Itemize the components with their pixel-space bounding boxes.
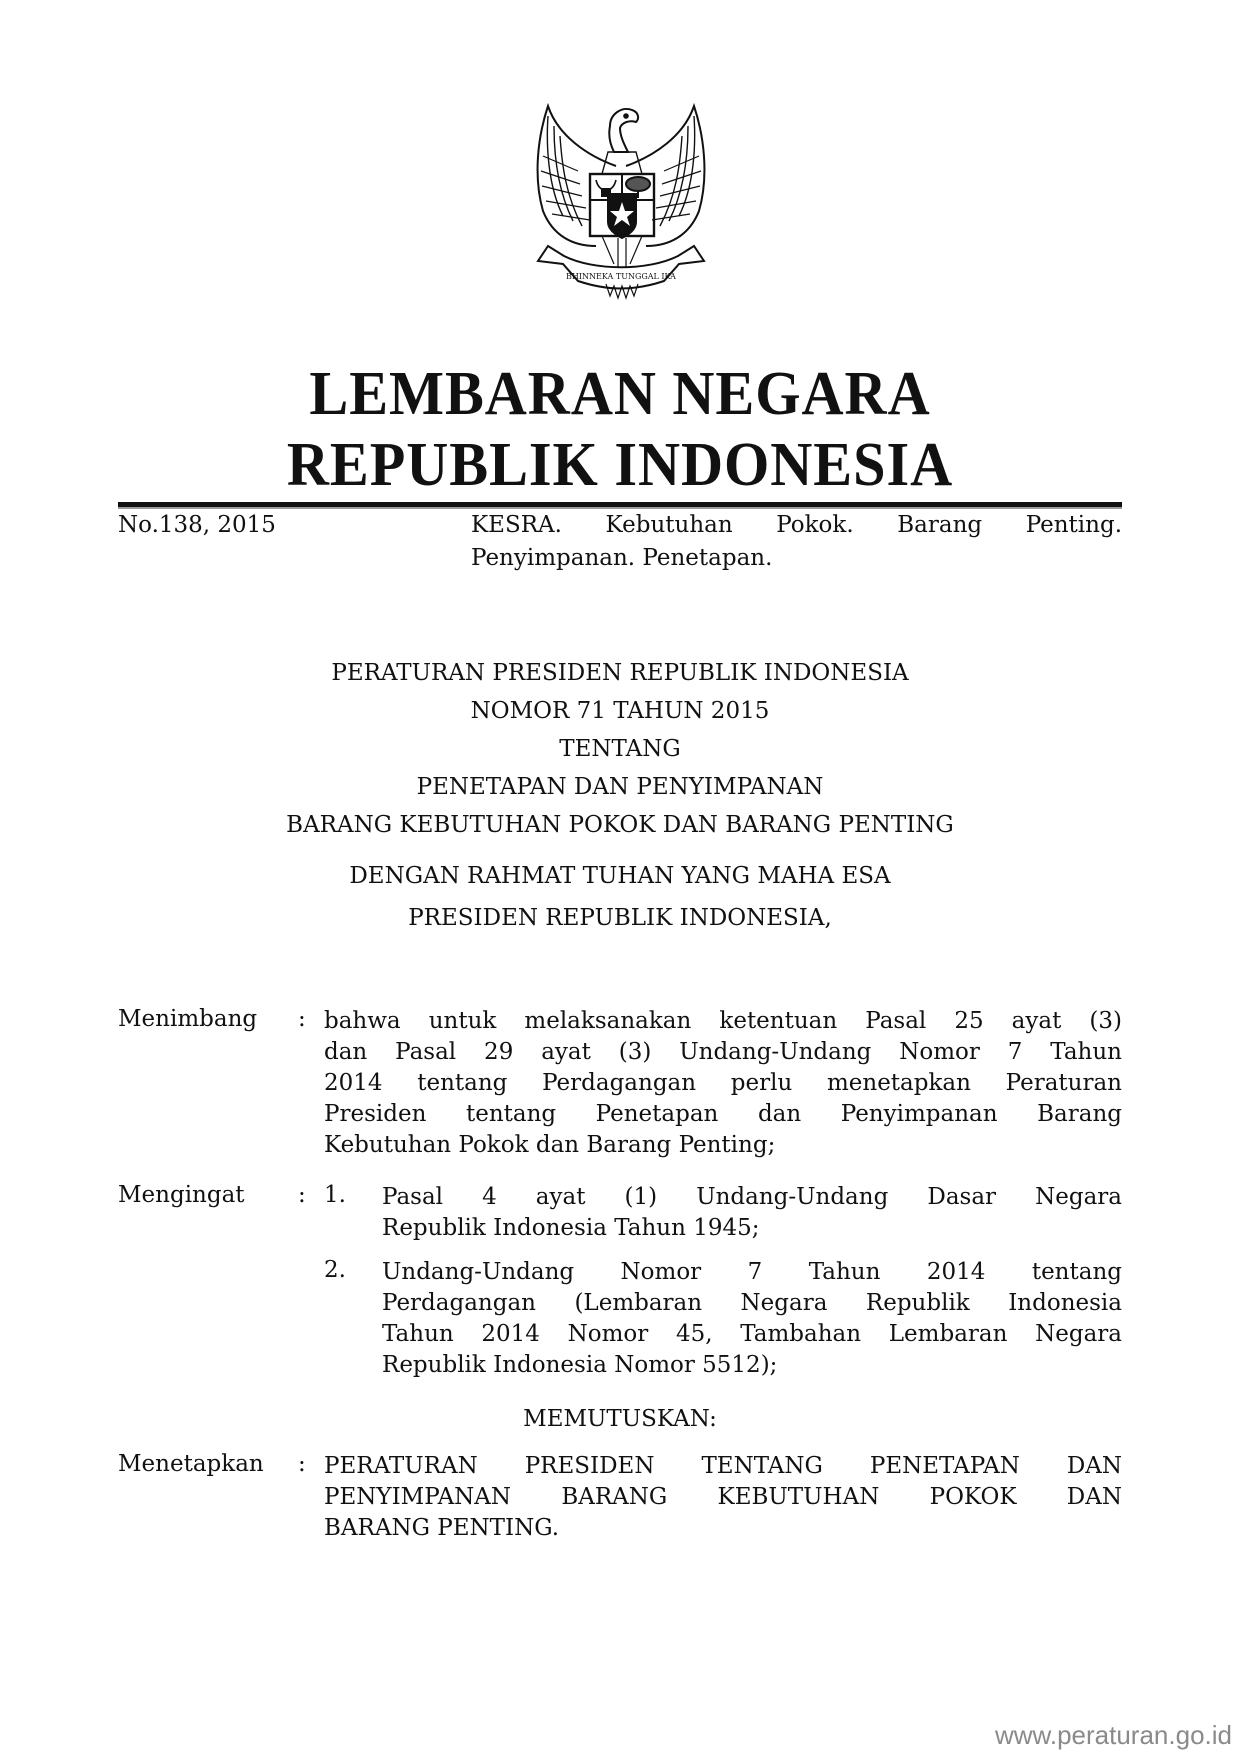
mengingat-line: Tahun 2014 Nomor 45, Tambahan Lembaran Negara	[382, 1321, 1122, 1347]
mengingat-line: Republik Indonesia Nomor 5512);	[382, 1352, 778, 1378]
regulation-subject-line1: PENETAPAN DAN PENYIMPANAN	[416, 774, 824, 800]
gazette-subject-line2: Penyimpanan. Penetapan.	[471, 545, 773, 571]
menimbang-line: Kebutuhan Pokok dan Barang Penting;	[324, 1132, 776, 1158]
mengingat-line: Pasal 4 ayat (1) Undang-Undang Dasar Negara	[382, 1184, 1122, 1210]
subject-word: Pokok.	[776, 512, 854, 538]
masthead-rule-shadow	[118, 507, 1122, 509]
masthead-title-line1: LEMBARAN NEGARA	[309, 360, 931, 428]
gazette-number: No.138, 2015	[118, 512, 276, 538]
menetapkan-colon: :	[298, 1451, 306, 1477]
mengingat-item-1-number: 1.	[324, 1182, 346, 1208]
menetapkan-label: Menetapkan	[118, 1451, 264, 1477]
regulation-title-line1: PERATURAN PRESIDEN REPUBLIK INDONESIA	[331, 660, 909, 686]
mengingat-line: Perdagangan (Lembaran Negara Republik Indonesia	[382, 1290, 1122, 1316]
mengingat-label: Mengingat	[118, 1182, 245, 1208]
menetapkan-line: PENYIMPANAN BARANG KEBUTUHAN POKOK DAN	[324, 1484, 1122, 1510]
emblem-motto: BHINNEKA TUNGGAL IKA	[566, 272, 676, 281]
subject-word: Barang	[897, 512, 983, 538]
garuda-emblem-icon	[518, 96, 724, 306]
regulation-tentang: TENTANG	[559, 736, 681, 762]
regulation-subject-line2: BARANG KEBUTUHAN POKOK DAN BARANG PENTING	[286, 812, 954, 838]
menimbang-colon: :	[298, 1006, 306, 1032]
footer-website-url: www.peraturan.go.id	[994, 1720, 1232, 1750]
mengingat-line: Republik Indonesia Tahun 1945;	[382, 1215, 760, 1241]
menimbang-line: Presiden tentang Penetapan dan Penyimpanan Barang	[324, 1101, 1122, 1127]
gazette-subject-line1	[471, 512, 1122, 538]
masthead-title-line2: REPUBLIK INDONESIA	[286, 431, 954, 499]
preamble-line2: PRESIDEN REPUBLIK INDONESIA,	[408, 905, 832, 931]
menetapkan-line: PERATURAN PRESIDEN TENTANG PENETAPAN DAN	[324, 1453, 1122, 1479]
mengingat-item-2-number: 2.	[324, 1257, 346, 1283]
mengingat-item-1	[382, 1182, 1122, 1244]
menimbang-line: 2014 tentang Perdagangan perlu menetapkan Peraturan	[324, 1070, 1122, 1096]
subject-word: Penting.	[1025, 512, 1122, 538]
menetapkan-line: BARANG PENTING.	[324, 1515, 560, 1541]
menimbang-line: dan Pasal 29 ayat (3) Undang-Undang Nomor 7 Tahun	[324, 1039, 1122, 1065]
mengingat-line: Undang-Undang Nomor 7 Tahun 2014 tentang	[382, 1259, 1122, 1285]
subject-word: KESRA.	[471, 512, 562, 538]
menimbang-text	[324, 1006, 1122, 1161]
memutuskan-heading: MEMUTUSKAN:	[523, 1406, 717, 1432]
regulation-number: NOMOR 71 TAHUN 2015	[470, 698, 770, 724]
menetapkan-text	[324, 1451, 1122, 1544]
menimbang-line: bahwa untuk melaksanakan ketentuan Pasal 25 ayat (3)	[324, 1008, 1122, 1034]
menimbang-label: Menimbang	[118, 1006, 258, 1032]
preamble-line1: DENGAN RAHMAT TUHAN YANG MAHA ESA	[349, 863, 891, 889]
mengingat-colon: :	[298, 1182, 306, 1208]
subject-word: Kebutuhan	[605, 512, 733, 538]
mengingat-item-2	[382, 1257, 1122, 1381]
